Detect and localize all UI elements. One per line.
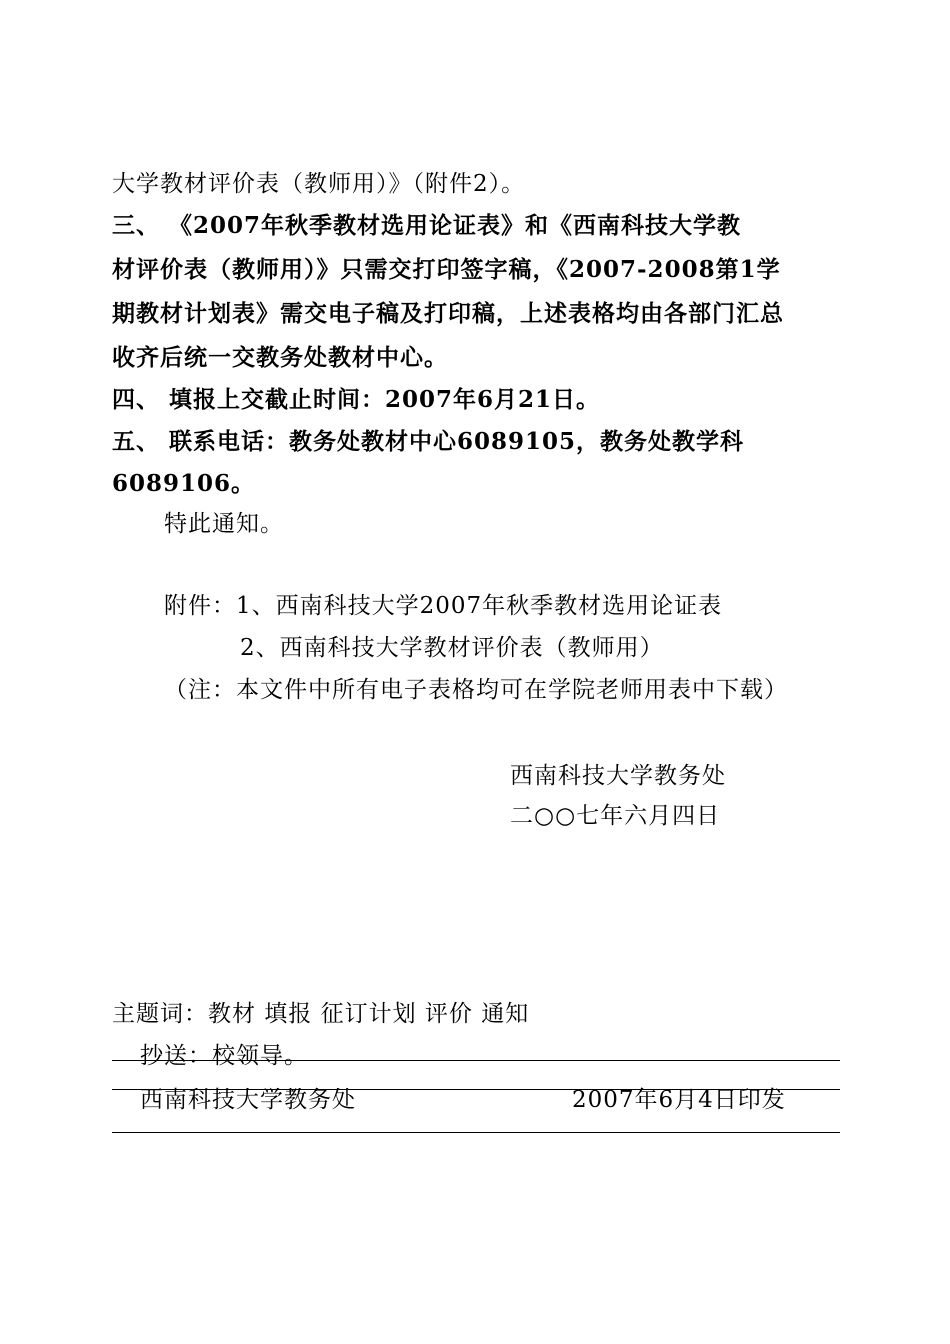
keywords: 主题词：教材 填报 征订计划 评价 通知 xyxy=(112,1001,530,1027)
cc-line: 抄送：校领导。 xyxy=(140,1043,308,1069)
item-5-line-1: 五、 联系电话：教务处教材中心6089105，教务处教学科 xyxy=(112,428,745,455)
signature-org: 西南科技大学教务处 xyxy=(510,763,726,789)
attachment-note: （注：本文件中所有电子表格均可在学院老师用表中下载） xyxy=(164,677,788,703)
attachment-line-1: 附件：1、西南科技大学2007年秋季教材选用论证表 xyxy=(164,593,723,619)
divider-1 xyxy=(112,1060,840,1061)
item-5-line-2: 6089106。 xyxy=(112,470,256,497)
divider-3 xyxy=(112,1132,840,1133)
issue-date: 2007年6月4日印发 xyxy=(572,1087,786,1113)
item-3-line-2: 材评价表（教师用）》只需交打印签字稿，《2007-2008第1学 xyxy=(112,256,781,283)
attachment-line-2: 2、西南科技大学教材评价表（教师用） xyxy=(240,635,664,661)
issuer: 西南科技大学教务处 xyxy=(140,1087,356,1113)
item-3-line-1: 三、 《2007年秋季教材选用论证表》和《西南科技大学教 xyxy=(112,212,742,239)
item-3-line-4: 收齐后统一交教务处教材中心。 xyxy=(112,344,448,371)
item-4: 四、 填报上交截止时间：2007年6月21日。 xyxy=(112,386,601,413)
signature-date: 二○○七年六月四日 xyxy=(510,803,721,829)
closing-text: 特此通知。 xyxy=(164,511,284,537)
item-3-line-3: 期教材计划表》需交电子稿及打印稿，上述表格均由各部门汇总 xyxy=(112,300,784,327)
paragraph-continued: 大学教材评价表（教师用）》（附件2）。 xyxy=(112,171,526,197)
